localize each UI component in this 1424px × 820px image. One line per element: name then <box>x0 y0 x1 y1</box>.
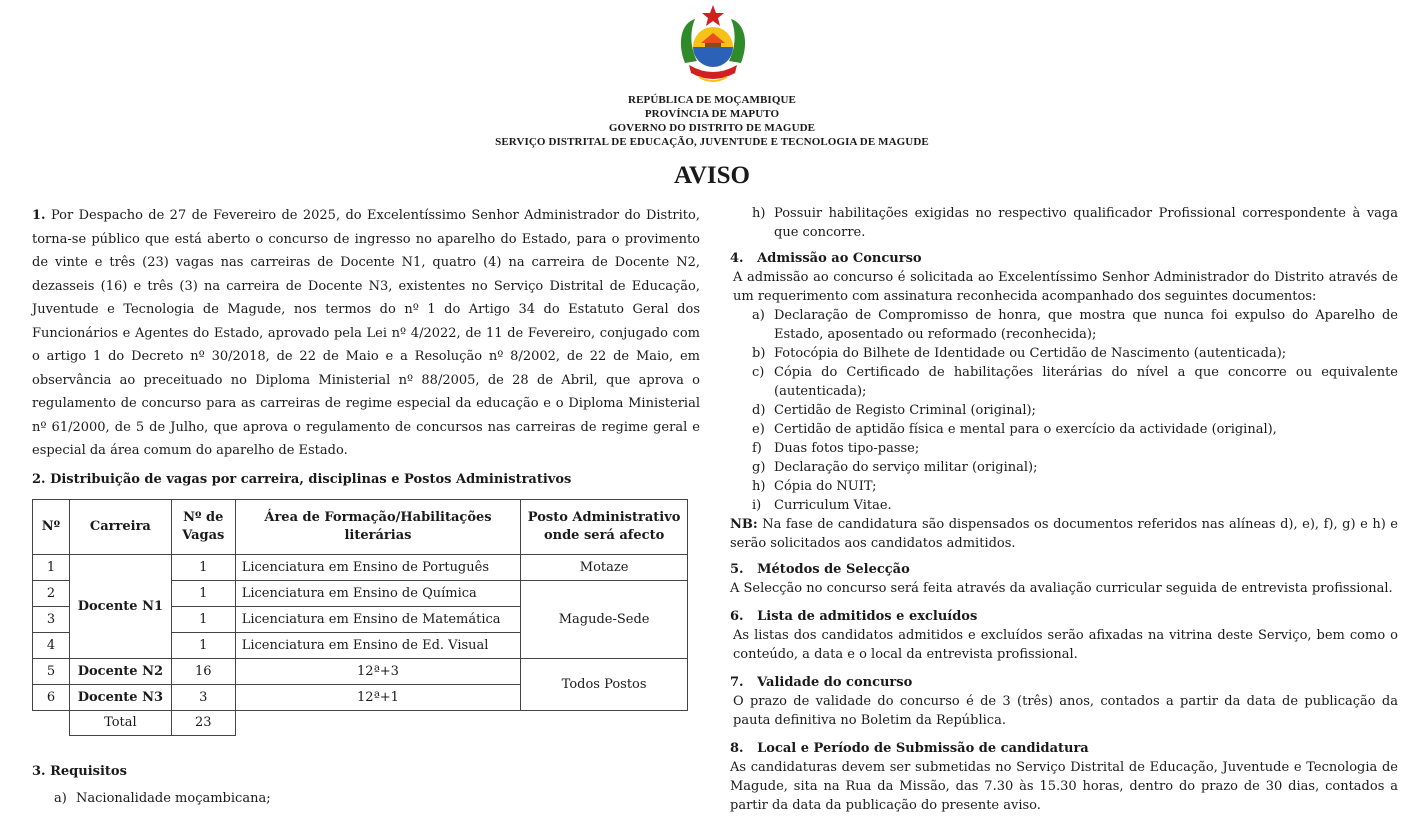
list-item <box>752 439 1398 458</box>
section-7-text: O prazo de validade do concurso é de 3 (três) anos, contados a partir da data de publicação da pauta definitiva no Boletim da República. <box>733 694 1398 728</box>
item-text: Certidão de aptidão física e mental para o exercício da actividade (original), <box>774 422 1277 437</box>
total-label: Total <box>69 710 171 736</box>
row-number: 2 <box>33 580 70 606</box>
item-marker: h) <box>752 206 766 221</box>
table-header: Posto Administrativo onde será afecto <box>521 499 688 554</box>
section-1-text: Por Despacho de 27 de Fevereiro de 2025, do Excelentíssimo Senhor Administrador do Distrito, torna-se público que está aberto o concurso de ingresso no aparelho do Estado, para o provimento de vinte e três (23) vagas nas carreiras de Docente N1, quatro (4) na carreira de Docente N2, dezasseis (16) e três (3) na carreira de Docente N3, existentes no Serviço Distrital de Educação, Juventude e Tecnologia de Magude, nos termos do nº 1 do Artigo 34 do Estatuto Geral dos Funcionários e Agentes do Estado, aprovado pela Lei nº 4/2022, de 11 de Fevereiro, conjugado com o artigo 1 do Decreto nº 30/2018, de 22 de Maio e a Resolução nº 8/2002, de 22 de Maio, em observância ao preceituado no Diploma Ministerial nº 88/2005, de 28 de Abril, que aprova o regulamento de concurso para as carreiras de regime especial da educação e o Diploma Ministerial nº 61/2000, de 5 de Julho, que aprova o regulamento de concursos nas carreiras de regime geral e especial da área comum do aparelho de Estado. <box>32 208 700 458</box>
area-cell: Licenciatura em Ensino de Ed. Visual <box>235 632 520 658</box>
item-marker: g) <box>752 460 766 475</box>
item-marker: a) <box>752 308 765 323</box>
carreira-cell: Docente N1 <box>69 554 171 658</box>
item-marker: f) <box>752 441 762 456</box>
vagas-cell: 3 <box>171 684 235 710</box>
list-item <box>752 344 1398 363</box>
section-8-title: 8. Local e Período de Submissão de candidatura <box>730 741 1089 756</box>
area-cell: 12ª+3 <box>235 658 520 684</box>
row-number: 6 <box>33 684 70 710</box>
table-header-row <box>33 499 688 554</box>
letterhead <box>0 93 1424 149</box>
item-text: Possuir habilitações exigidas no respectivo qualificador Profissional correspondente à vaga que concorre. <box>774 206 1398 240</box>
header-province: PROVÍNCIA DE MAPUTO <box>644 108 780 120</box>
nb-note <box>730 515 1398 553</box>
section-5-title: 5. Métodos de Selecção <box>730 562 910 577</box>
section-4-title: 4. Admissão ao Concurso <box>730 251 922 266</box>
item-marker: i) <box>752 498 762 513</box>
row-number: 1 <box>33 554 70 580</box>
header-country: REPÚBLICA DE MOÇAMBIQUE <box>628 94 796 106</box>
item-text: Duas fotos tipo-passe; <box>774 441 920 456</box>
area-cell: 12ª+1 <box>235 684 520 710</box>
header-service: SERVIÇO DISTRITAL DE EDUCAÇÃO, JUVENTUDE E TECNOLOGIA DE MAGUDE <box>495 136 929 148</box>
section-5-text: A Selecção no concurso será feita através da avaliação curricular seguida de entrevista profissional. <box>730 581 1393 596</box>
section-3-title: 3. Requisitos <box>32 764 127 779</box>
item-marker: c) <box>752 365 765 380</box>
section-6-title: 6. Lista de admitidos e excluídos <box>730 609 978 624</box>
list-item <box>752 401 1398 420</box>
nb-text: Na fase de candidatura são dispensados os documentos referidos nas alíneas d), e), f), g) e h) e serão solicitados aos candidatos admitidos. <box>730 517 1398 551</box>
item-text: Nacionalidade moçambicana; <box>76 791 271 806</box>
section-2-title: 2. Distribuição de vagas por carreira, disciplinas e Postos Administrativos <box>32 471 572 487</box>
item-text: Curriculum Vitae. <box>774 498 892 513</box>
item-marker: a) <box>54 791 67 806</box>
header-government: GOVERNO DO DISTRITO DE MAGUDE <box>608 122 816 134</box>
section-8-text: As candidaturas devem ser submetidas no Serviço Distrital de Educação, Juventude e Tecnologia de Magude, sita na Rua da Missão, das 7.30 às 15.30 horas, dentro do prazo de 30 dias, contados a partir da data da publicação do presente aviso. <box>730 760 1398 813</box>
item-marker: b) <box>752 346 766 361</box>
vagas-cell: 1 <box>171 580 235 606</box>
posto-cell: Magude-Sede <box>521 580 688 658</box>
item-text: Certidão de Registo Criminal (original); <box>774 403 1036 418</box>
page-title: AVISO <box>674 162 750 189</box>
item-text: Declaração do serviço militar (original); <box>774 460 1038 475</box>
section-1-paragraph <box>32 204 700 463</box>
row-number: 5 <box>33 658 70 684</box>
table-total-row <box>33 710 688 736</box>
list-item <box>752 458 1398 477</box>
posto-cell: Motaze <box>521 554 688 580</box>
vacancies-table <box>32 499 688 737</box>
item-text: Fotocópia do Bilhete de Identidade ou Certidão de Nascimento (autenticada); <box>774 346 1287 361</box>
table-row <box>33 554 688 580</box>
list-item <box>752 420 1398 439</box>
requirements-list <box>32 789 700 808</box>
coat-of-arms-icon <box>675 3 751 87</box>
item-marker: h) <box>752 479 766 494</box>
list-item <box>752 204 1398 242</box>
left-column <box>32 204 700 808</box>
table-header: Nº <box>33 499 70 554</box>
item-text: Declaração de Compromisso de honra, que mostra que nunca foi expulso do Aparelho de Estado, aposentado ou reformado (reconhecida); <box>774 308 1398 342</box>
carreira-cell: Docente N3 <box>69 684 171 710</box>
carreira-cell: Docente N2 <box>69 658 171 684</box>
item-marker: e) <box>752 422 765 437</box>
total-value: 23 <box>171 710 235 736</box>
posto-cell: Todos Postos <box>521 658 688 710</box>
table-header: Carreira <box>69 499 171 554</box>
list-item <box>752 477 1398 496</box>
list-item <box>54 789 700 808</box>
row-number: 4 <box>33 632 70 658</box>
requirements-list-continued <box>730 204 1398 242</box>
list-item <box>752 363 1398 401</box>
area-cell: Licenciatura em Ensino de Português <box>235 554 520 580</box>
section-1-number: 1. <box>32 208 46 223</box>
table-header: Área de Formação/Habilitações literárias <box>235 499 520 554</box>
section-4-intro: A admissão ao concurso é solicitada ao Excelentíssimo Senhor Administrador do Distrito através de um requerimento com assinatura reconhecida acompanhado dos seguintes documentos: <box>733 270 1398 304</box>
item-text: Cópia do Certificado de habilitações literárias do nível a que concorre ou equivalente (autenticada); <box>774 365 1398 399</box>
vagas-cell: 1 <box>171 554 235 580</box>
item-marker: d) <box>752 403 766 418</box>
area-cell: Licenciatura em Ensino de Matemática <box>235 606 520 632</box>
vagas-cell: 16 <box>171 658 235 684</box>
vagas-cell: 1 <box>171 606 235 632</box>
section-7-title: 7. Validade do concurso <box>730 675 913 690</box>
list-item <box>752 306 1398 344</box>
right-column <box>730 204 1398 815</box>
row-number: 3 <box>33 606 70 632</box>
documents-list <box>730 306 1398 515</box>
area-cell: Licenciatura em Ensino de Química <box>235 580 520 606</box>
item-text: Cópia do NUIT; <box>774 479 877 494</box>
vagas-cell: 1 <box>171 632 235 658</box>
table-row <box>33 658 688 684</box>
list-item <box>752 496 1398 515</box>
section-6-text: As listas dos candidatos admitidos e excluídos serão afixadas na vitrina deste Serviço, bem como o conteúdo, a data e o local da entrevista profissional. <box>733 628 1398 662</box>
nb-label: NB: <box>730 517 758 532</box>
table-header: Nº de Vagas <box>171 499 235 554</box>
